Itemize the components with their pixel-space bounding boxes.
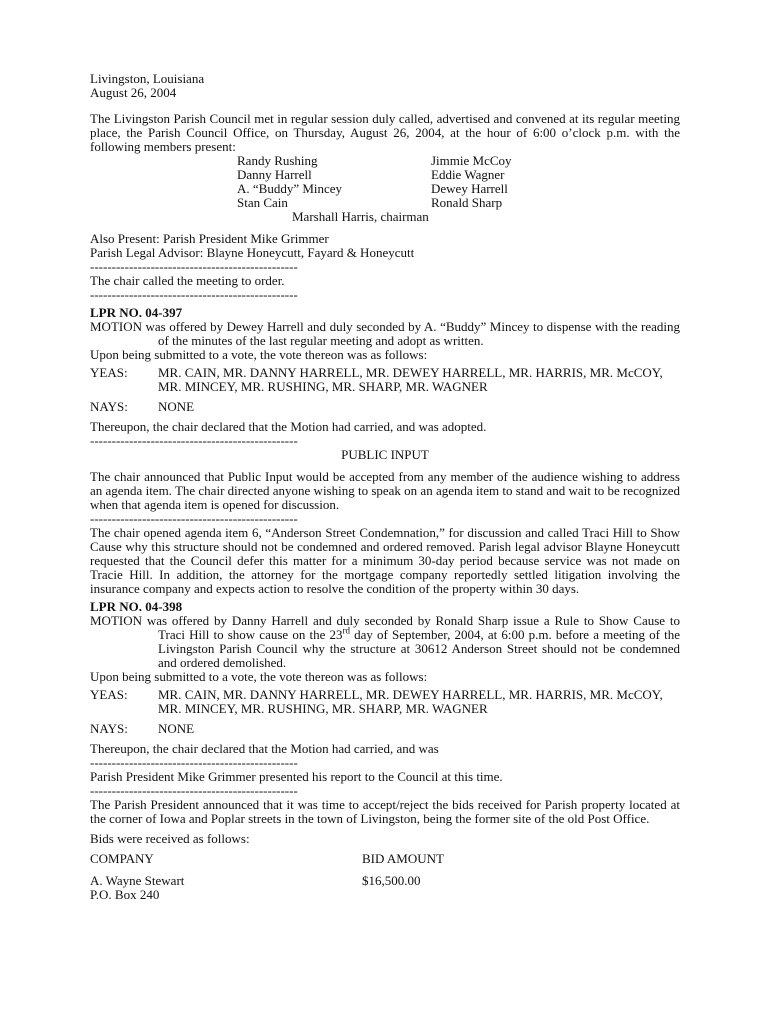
- resolution-number: LPR NO. 04-398: [90, 599, 183, 614]
- nays-label: NAYS:: [90, 721, 128, 736]
- motion-result: Thereupon, the chair declared that the Motion had carried, and was adopted.: [90, 419, 487, 434]
- intro-paragraph: The Livingston Parish Council met in regular session duly called, advertised and convened at its regular meeting place, the Parish Council Office, on Thursday, August 26, 2004, at the hour of 6:00 o’clock p.m. with the following members present:: [90, 111, 680, 154]
- bid-company: A. Wayne Stewart P.O. Box 240: [90, 873, 185, 902]
- yeas-label: YEAS:: [90, 687, 128, 702]
- column-header-company: COMPANY: [90, 851, 154, 866]
- motion-text: MOTION was offered by Dewey Harrell and duly seconded by A. “Buddy” Mincey to dispense with the reading of the minutes of the last regular meeting and adopt as written.: [90, 319, 680, 348]
- bid-amount: $16,500.00: [362, 873, 421, 888]
- member-name: Eddie Wagner: [431, 167, 505, 182]
- member-name: Dewey Harrell: [431, 181, 508, 196]
- column-header-amount: BID AMOUNT: [362, 851, 444, 866]
- bids-header: [90, 852, 680, 866]
- separator: ------------------------------------------------: [90, 434, 298, 448]
- member-name: Randy Rushing: [237, 153, 318, 168]
- member-name: Ronald Sharp: [431, 195, 503, 210]
- president-report: Parish President Mike Grimmer presented his report to the Council at this time.: [90, 769, 503, 784]
- location-line: Livingston, Louisiana: [90, 71, 205, 86]
- also-present-line: Also Present: Parish President Mike Grimmer: [90, 231, 329, 246]
- public-input-text: The chair announced that Public Input would be accepted from any member of the audience wishing to address an agenda item. The chair directed anyone wishing to speak on an agenda item to stand and wait to be recognized when that agenda item is opened for discussion.: [90, 469, 680, 512]
- date-line: August 26, 2004: [90, 85, 177, 100]
- yeas-value: MR. CAIN, MR. DANNY HARRELL, MR. DEWEY HARRELL, MR. HARRIS, MR. McCOY, MR. MINCEY, MR. RUSHING, MR. SHARP, MR. WAGNER: [158, 365, 663, 394]
- separator: ------------------------------------------------: [90, 288, 298, 302]
- bid-row: [90, 874, 680, 902]
- chairman-line: Marshall Harris, chairman: [292, 209, 429, 224]
- vote-intro: Upon being submitted to a vote, the vote thereon was as follows:: [90, 669, 428, 684]
- bids-received: Bids were received as follows:: [90, 831, 250, 846]
- member-name: Danny Harrell: [237, 167, 312, 182]
- resolution-number: LPR NO. 04-397: [90, 305, 183, 320]
- legal-advisor-line: Parish Legal Advisor: Blayne Honeycutt, Fayard & Honeycutt: [90, 245, 415, 260]
- nays-row: [90, 722, 680, 736]
- call-to-order: The chair called the meeting to order.: [90, 273, 285, 288]
- yeas-label: YEAS:: [90, 365, 128, 380]
- separator: ------------------------------------------------: [90, 512, 298, 526]
- member-name: Stan Cain: [237, 195, 288, 210]
- motion-text: MOTION was offered by Danny Harrell and duly seconded by Ronald Sharp issue a Rule to Show Cause to Traci Hill to show cause on the 23rd day of September, 2004, at 6:00 p.m. before a meeting of the Livingston Parish Council why the structure at 30612 Anderson Street should not be condemned and ordered demolished.: [90, 613, 680, 670]
- minutes-page: [90, 72, 680, 902]
- member-name: Jimmie McCoy: [431, 153, 512, 168]
- vote-intro: Upon being submitted to a vote, the vote thereon was as follows:: [90, 347, 428, 362]
- nays-row: [90, 400, 680, 414]
- bids-intro: The Parish President announced that it was time to accept/reject the bids received for Parish property located at the corner of Iowa and Poplar streets in the town of Livingston, being the former site of the old Post Office.: [90, 797, 680, 826]
- agenda-item-paragraph: The chair opened agenda item 6, “Anderson Street Condemnation,” for discussion and called Traci Hill to Show Cause why this structure should not be condemned and ordered removed. Parish legal advisor Blayne Honeycutt requested that the Council defer this matter for a minimum 30-day period because service was not made on Tracie Hill. In addition, the attorney for the mortgage company reportedly settled litigation involving the insurance company and expects action to resolve the condition of the property within 30 days.: [90, 525, 680, 596]
- motion-result: Thereupon, the chair declared that the Motion had carried, and was: [90, 741, 439, 756]
- nays-label: NAYS:: [90, 399, 128, 414]
- nays-value: NONE: [158, 721, 195, 736]
- member-name: A. “Buddy” Mincey: [237, 181, 343, 196]
- separator: ------------------------------------------------: [90, 260, 298, 274]
- members-list: [237, 154, 680, 210]
- yeas-value: MR. CAIN, MR. DANNY HARRELL, MR. DEWEY HARRELL, MR. HARRIS, MR. McCOY, MR. MINCEY, MR. RUSHING, MR. SHARP, MR. WAGNER: [158, 687, 663, 716]
- nays-value: NONE: [158, 399, 195, 414]
- public-input-heading: PUBLIC INPUT: [341, 447, 429, 462]
- yeas-row: [90, 366, 680, 394]
- separator: ------------------------------------------------: [90, 756, 298, 770]
- yeas-row: [90, 688, 680, 716]
- separator: ------------------------------------------------: [90, 784, 298, 798]
